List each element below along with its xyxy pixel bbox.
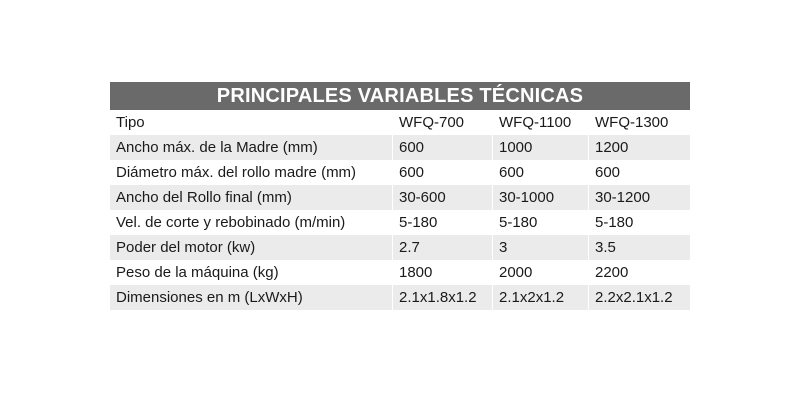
row-label: Tipo: [116, 114, 145, 131]
cell-wfq-700: 30-600: [392, 185, 492, 210]
cell-wfq-700: 2.7: [392, 235, 492, 260]
cell-wfq-1300: WFQ-1300: [588, 110, 690, 135]
row-label: Vel. de corte y rebobinado (m/min): [116, 214, 346, 231]
cell-wfq-1100: 5-180: [492, 210, 588, 235]
cell-wfq-1300: 600: [588, 160, 690, 185]
cell-wfq-1100: 600: [492, 160, 588, 185]
row-label: Dimensiones en m (LxWxH): [116, 289, 303, 306]
cell-wfq-1300: 5-180: [588, 210, 690, 235]
cell-wfq-1300: 1200: [588, 135, 690, 160]
table-row: [110, 135, 690, 160]
table-row: [110, 160, 690, 185]
table-row: [110, 210, 690, 235]
table-body: [110, 110, 690, 310]
cell-wfq-1300: 2.2x2.1x1.2: [588, 285, 690, 310]
cell-wfq-1100: 30-1000: [492, 185, 588, 210]
table-row: [110, 285, 690, 310]
cell-wfq-1100: 2000: [492, 260, 588, 285]
cell-wfq-700: 600: [392, 160, 492, 185]
table-row: [110, 110, 690, 135]
cell-wfq-1100: 2.1x2x1.2: [492, 285, 588, 310]
spec-table: [110, 82, 690, 310]
row-label: Ancho máx. de la Madre (mm): [116, 139, 318, 156]
row-label: Peso de la máquina (kg): [116, 264, 279, 281]
cell-wfq-700: 600: [392, 135, 492, 160]
table-row: [110, 185, 690, 210]
row-label: Ancho del Rollo final (mm): [116, 189, 292, 206]
cell-wfq-1300: 30-1200: [588, 185, 690, 210]
cell-wfq-1100: 3: [492, 235, 588, 260]
table-row: [110, 235, 690, 260]
table-title: PRINCIPALES VARIABLES TÉCNICAS: [110, 82, 690, 110]
table-row: [110, 260, 690, 285]
cell-wfq-1100: WFQ-1100: [492, 110, 588, 135]
row-label: Diámetro máx. del rollo madre (mm): [116, 164, 357, 181]
row-label: Poder del motor (kw): [116, 239, 256, 256]
cell-wfq-700: 1800: [392, 260, 492, 285]
cell-wfq-700: 2.1x1.8x1.2: [392, 285, 492, 310]
cell-wfq-1300: 3.5: [588, 235, 690, 260]
cell-wfq-700: WFQ-700: [392, 110, 492, 135]
cell-wfq-1300: 2200: [588, 260, 690, 285]
cell-wfq-1100: 1000: [492, 135, 588, 160]
cell-wfq-700: 5-180: [392, 210, 492, 235]
